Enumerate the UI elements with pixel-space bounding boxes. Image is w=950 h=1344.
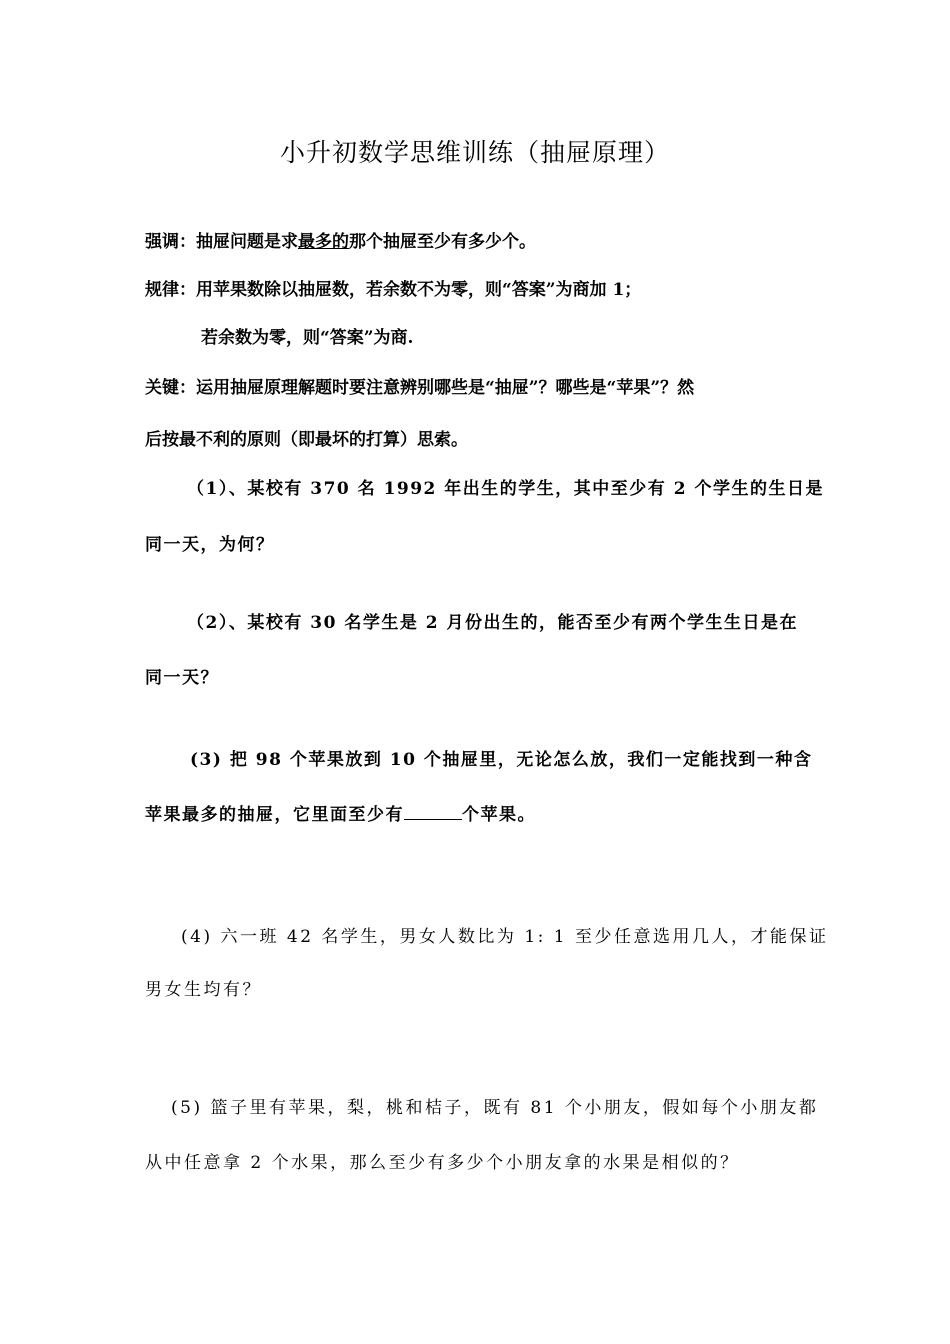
key-line-1 — [145, 377, 694, 399]
emphasis-line — [145, 231, 536, 253]
question-1-line-2: 同一天，为何？ — [145, 535, 275, 555]
emphasis-text-before: 抽屉问题是求 — [196, 232, 298, 252]
question-3-text-after: 个苹果。 — [462, 805, 536, 825]
key-label: 关键： — [145, 378, 196, 398]
question-1-line-1: （1）、某校有 370 名 1992 年出生的学生，其中至少有 2 个学生的生日是 — [187, 479, 824, 499]
question-3-line-1: (3) 把 98 个苹果放到 10 个抽屉里，无论怎么放，我们一定能找到一种含 — [190, 750, 813, 770]
key-text-1: 运用抽屉原理解题时要注意辨别哪些是“抽屉”？哪些是“苹果”？然 — [196, 378, 695, 398]
rule-label: 规律： — [145, 280, 196, 300]
question-3-line-2 — [145, 803, 536, 826]
question-5-line-1: (5) 篮子里有苹果，梨，桃和桔子，既有 81 个小朋友，假如每个小朋友都 — [171, 1098, 819, 1118]
question-5-line-2: 从中任意拿 2 个水果，那么至少有多少个小朋友拿的水果是相似的？ — [145, 1153, 740, 1173]
rule-line-1 — [145, 279, 641, 301]
key-line-2: 后按最不利的原则（即最坏的打算）思索。 — [145, 430, 468, 450]
question-3-text-before: 苹果最多的抽屉，它里面至少有 — [145, 805, 404, 825]
question-2-line-1: （2）、某校有 30 名学生是 2 月份出生的，能否至少有两个学生生日是在 — [187, 613, 798, 633]
answer-blank — [404, 803, 462, 820]
emphasis-underlined-text: 最多的 — [298, 232, 349, 252]
rule-line-2: 若余数为零，则“答案”为商. — [201, 328, 414, 348]
question-4-line-1: (4) 六一班 42 名学生，男女人数比为 1: 1 至少任意选用几人，才能保证 — [181, 927, 829, 947]
question-4-line-2: 男女生均有？ — [145, 980, 262, 1000]
emphasis-text-after: 那个抽屉至少有多少个。 — [349, 232, 536, 252]
page-title: 小升初数学思维训练（抽屉原理） — [279, 138, 670, 167]
rule-text-1: 用苹果数除以抽屉数，若余数不为零，则“答案”为商加 1； — [196, 280, 642, 300]
question-2-line-2: 同一天？ — [145, 668, 219, 688]
emphasis-label: 强调： — [145, 232, 196, 252]
